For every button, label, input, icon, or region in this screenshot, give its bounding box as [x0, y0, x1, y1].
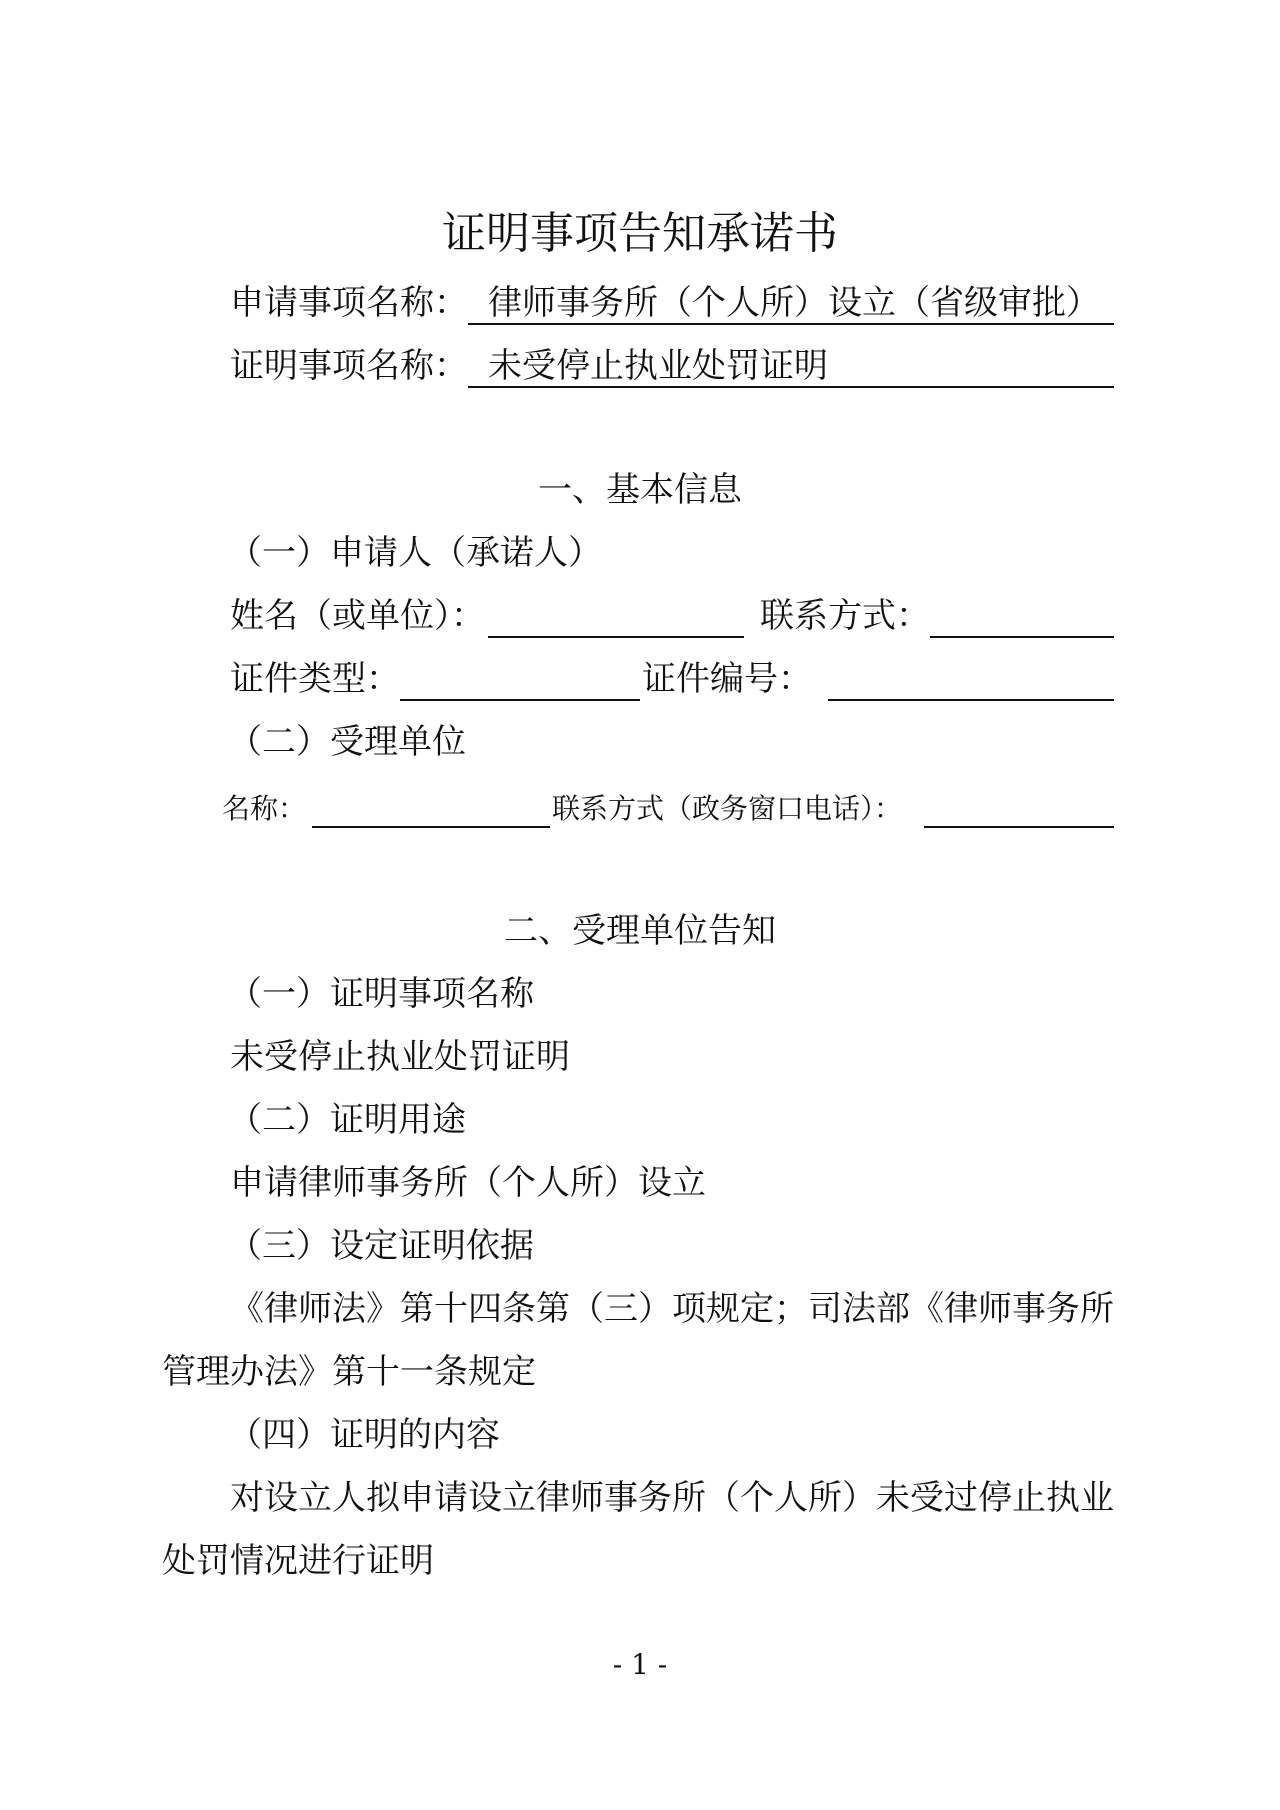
- s2-sub1-text: （一）证明事项名称: [228, 974, 534, 1014]
- s1-sub2-text: （二）受理单位: [228, 722, 466, 762]
- org-contact-field[interactable]: [924, 826, 1114, 828]
- s2-sub4-body-text1: 对设立人拟申请设立律师事务所（个人所）未受过停止执业: [230, 1478, 1114, 1518]
- s2-sub4-body-text2: 处罚情况进行证明: [162, 1541, 434, 1581]
- section1-title: 一、基本信息: [538, 470, 742, 510]
- id-type-label: 证件类型：: [230, 659, 400, 699]
- s2-sub3-body-text2: 管理办法》第十一条规定: [162, 1352, 536, 1392]
- s2-sub1-body-text: 未受停止执业处罚证明: [230, 1037, 570, 1077]
- org-contact-label: 联系方式（政务窗口电话）：: [552, 792, 903, 825]
- s1-sub1-text: （一）申请人（承诺人）: [228, 533, 602, 573]
- name-label: 姓名（或单位）：: [230, 596, 485, 636]
- page-number: - 1 -: [612, 1648, 668, 1681]
- id-no-field[interactable]: [828, 699, 1114, 701]
- cert-item-label: 证明事项名称：: [230, 346, 468, 386]
- apply-item-label: 申请事项名称：: [230, 283, 468, 323]
- id-no-label: 证件编号：: [642, 659, 812, 699]
- contact-label: 联系方式：: [760, 596, 930, 636]
- apply-item-value: 律师事务所（个人所）设立（省级审批）: [488, 283, 1100, 323]
- org-name-label: 名称：: [222, 792, 307, 825]
- org-name-field[interactable]: [312, 826, 550, 828]
- s2-sub2-text: （二）证明用途: [228, 1100, 466, 1140]
- s2-sub3-body-text1: 《律师法》第十四条第（三）项规定；司法部《律师事务所: [230, 1289, 1114, 1329]
- s2-sub2-body-text: 申请律师事务所（个人所）设立: [230, 1163, 706, 1203]
- document-title: 证明事项告知承诺书: [442, 208, 838, 259]
- s2-sub3-text: （三）设定证明依据: [228, 1226, 534, 1266]
- cert-item-value: 未受停止执业处罚证明: [488, 346, 828, 386]
- s2-sub4-text: （四）证明的内容: [228, 1415, 500, 1455]
- section2-title: 二、受理单位告知: [504, 911, 776, 951]
- id-type-field[interactable]: [400, 699, 640, 701]
- contact-field[interactable]: [930, 636, 1114, 638]
- name-field[interactable]: [488, 636, 744, 638]
